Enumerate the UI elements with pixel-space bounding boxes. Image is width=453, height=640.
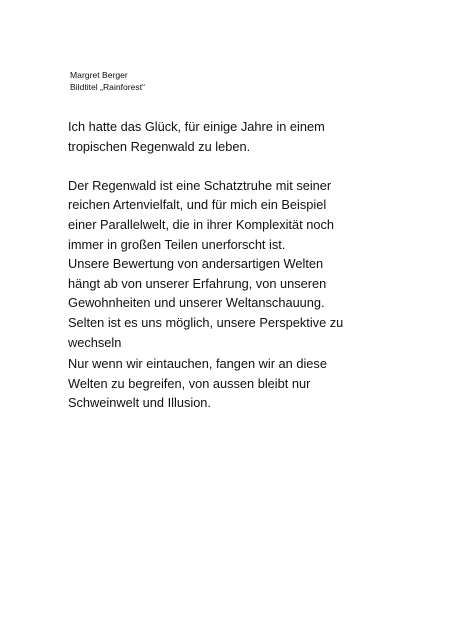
author-name: Margret Berger — [70, 70, 128, 80]
text-line: reichen Artenvielfalt, und für mich ein Beispiel — [68, 197, 327, 213]
document-header — [70, 69, 145, 93]
text-line: Selten ist es uns möglich, unsere Perspektive zu — [68, 314, 344, 330]
text-line-with-mark — [68, 333, 398, 355]
text-line: Schweinwelt und Illusion. — [68, 395, 211, 411]
text-line: Unsere Bewertung von andersartigen Welten — [68, 256, 324, 272]
text-line: Gewohnheiten und unserer Weltanschauung. — [68, 295, 325, 311]
text-line: wechseln — [68, 334, 122, 350]
text-line: Welten zu begreifen, von aussen bleibt nur — [68, 375, 311, 391]
text-line: Nur wenn wir eintauchen, fangen wir an diese — [68, 356, 327, 372]
image-title: Bildtitel „Rainforest“ — [70, 82, 145, 92]
text-line: einer Parallelwelt, die in ihrer Komplexität noch — [68, 216, 335, 232]
text-line: tropischen Regenwald zu leben. — [68, 138, 251, 154]
body-text — [68, 117, 398, 413]
paragraph-gap — [68, 156, 398, 176]
text-line: Der Regenwald ist eine Schatztruhe mit seiner — [68, 177, 332, 193]
stray-mark: . — [121, 339, 124, 349]
text-line: Ich hatte das Glück, für einige Jahre in einem — [68, 119, 325, 134]
text-line: hängt ab von unserer Erfahrung, von unseren — [68, 275, 327, 291]
text-line: immer in großen Teilen unerforscht ist. — [68, 236, 286, 252]
